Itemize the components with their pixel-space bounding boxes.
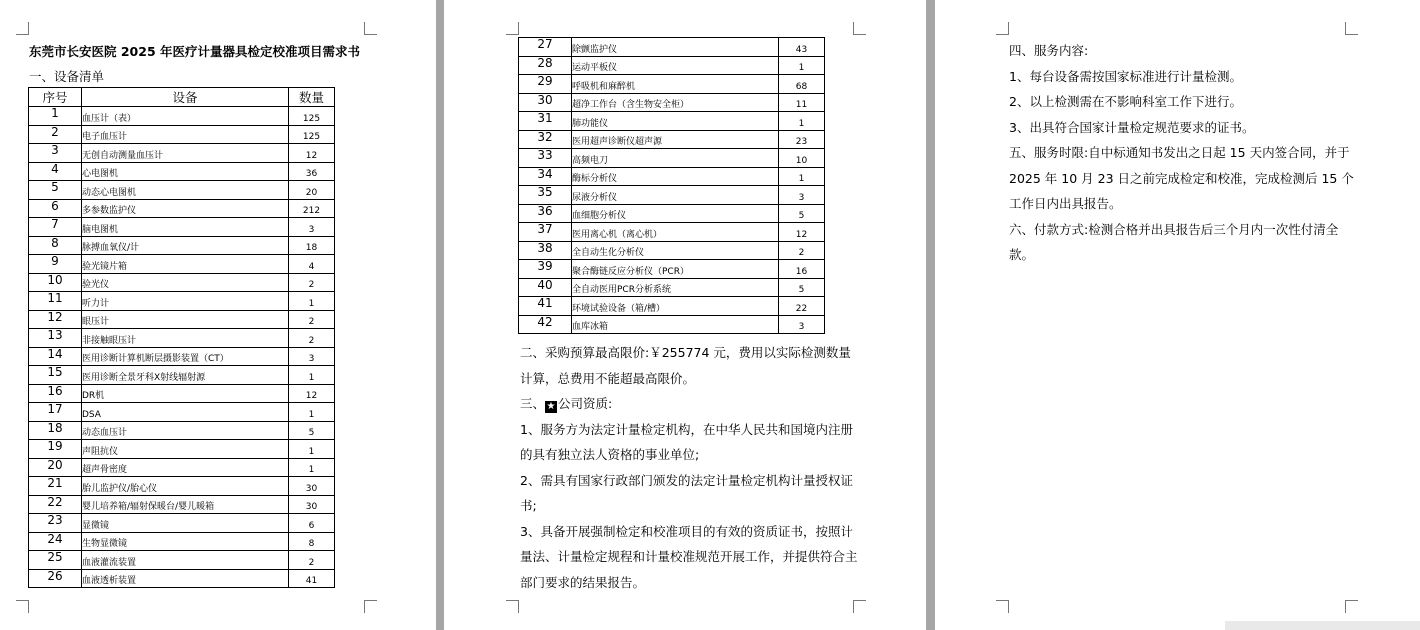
row-device-name: 肺功能仪 (572, 112, 779, 131)
table-row (29, 440, 335, 459)
table-row (29, 569, 335, 588)
row-qty: 2 (289, 310, 335, 329)
table-row (29, 218, 335, 237)
row-seq: 36 (519, 204, 572, 223)
row-seq: 9 (29, 255, 82, 274)
status-strip (1225, 621, 1420, 630)
crop-mark (16, 600, 29, 613)
paragraph-payment: 六、付款方式:检测合格并出具报告后三个月内一次性付清全款。 (1009, 221, 1339, 262)
row-qty: 2 (289, 551, 335, 570)
row-qty: 18 (289, 236, 335, 255)
row-seq: 5 (29, 181, 82, 200)
row-seq: 41 (519, 297, 572, 316)
equipment-table-part-1 (28, 87, 335, 588)
row-device-name: 胎儿监护仪/胎心仪 (82, 477, 289, 496)
row-device-name: 超净工作台（含生物安全柜） (572, 93, 779, 112)
row-seq: 16 (29, 384, 82, 403)
crop-mark (853, 600, 866, 613)
crop-mark (364, 600, 377, 613)
table-row (29, 310, 335, 329)
row-device-name: 超声骨密度 (82, 458, 289, 477)
row-qty: 16 (779, 260, 825, 279)
row-qty: 125 (289, 107, 335, 126)
table-row (519, 149, 825, 168)
table-row (519, 56, 825, 75)
row-device-name: 呼吸机和麻醉机 (572, 75, 779, 94)
row-seq: 12 (29, 310, 82, 329)
section-heading-equipment-list: 一、设备清单 (29, 69, 105, 84)
row-seq: 25 (29, 551, 82, 570)
table-row (519, 38, 825, 57)
row-seq: 11 (29, 292, 82, 311)
paragraph-qualification-1: 1、服务方为法定计量检定机构，在中华人民共和国境内注册的具有独立法人资格的事业单位; (520, 421, 853, 462)
row-device-name: 血细胞分析仪 (572, 204, 779, 223)
table-row (519, 93, 825, 112)
table-row (29, 384, 335, 403)
row-device-name: 尿液分析仪 (572, 186, 779, 205)
row-qty: 1 (289, 458, 335, 477)
row-seq: 34 (519, 167, 572, 186)
row-seq: 33 (519, 149, 572, 168)
row-seq: 29 (519, 75, 572, 94)
row-qty: 1 (779, 112, 825, 131)
paragraph-qualification-heading: 三、 ★ 公司资质: (520, 396, 613, 412)
row-qty: 1 (779, 167, 825, 186)
row-qty: 1 (289, 403, 335, 422)
paragraph-qualification-3: 3、具备开展强制检定和校准项目的有效的资质证书，按照计量法、计量检定规程和计量校准规范开展工作，并提供符合主部门要求的结果报告。 (520, 523, 858, 590)
row-device-name: 验光镜片箱 (82, 255, 289, 274)
row-qty: 30 (289, 477, 335, 496)
row-device-name: 声阻抗仪 (82, 440, 289, 459)
table-row (519, 297, 825, 316)
crop-mark (506, 22, 519, 35)
paragraph-service-1: 1、每台设备需按国家标准进行计量检测。 (1009, 68, 1242, 84)
procurement-and-qualification-text (520, 340, 860, 595)
row-qty: 4 (289, 255, 335, 274)
header-qty: 数量 (289, 88, 335, 107)
row-qty: 30 (289, 495, 335, 514)
row-qty: 212 (289, 199, 335, 218)
paragraph-service-2: 2、以上检测需在不影响科室工作下进行。 (1009, 94, 1242, 109)
row-device-name: 医用诊断全景牙科X射线辐射源 (82, 366, 289, 385)
header-seq: 序号 (29, 88, 82, 107)
table-row (519, 204, 825, 223)
crop-mark (996, 22, 1009, 35)
paragraph-service-3: 3、出具符合国家计量检定规范要求的证书。 (1009, 119, 1255, 135)
row-seq: 1 (29, 107, 82, 126)
row-qty: 6 (289, 514, 335, 533)
table-row (29, 273, 335, 292)
row-seq: 21 (29, 477, 82, 496)
crop-mark (853, 22, 866, 35)
row-device-name: 高频电刀 (572, 149, 779, 168)
table-row (29, 255, 335, 274)
row-device-name: 脑电图机 (82, 218, 289, 237)
table-row (29, 292, 335, 311)
row-device-name: 显微镜 (82, 514, 289, 533)
row-device-name: 非接触眼压计 (82, 329, 289, 348)
row-qty: 41 (289, 569, 335, 588)
row-seq: 28 (519, 56, 572, 75)
row-qty: 5 (779, 204, 825, 223)
crop-mark (16, 22, 29, 35)
row-seq: 32 (519, 130, 572, 149)
row-seq: 4 (29, 162, 82, 181)
row-seq: 7 (29, 218, 82, 237)
row-qty: 3 (779, 186, 825, 205)
row-seq: 15 (29, 366, 82, 385)
row-qty: 3 (779, 315, 825, 334)
row-seq: 24 (29, 532, 82, 551)
table-row (29, 144, 335, 163)
row-device-name: 除颤监护仪 (572, 38, 779, 57)
table-row (29, 532, 335, 551)
table-row (519, 260, 825, 279)
row-seq: 19 (29, 440, 82, 459)
row-qty: 8 (289, 532, 335, 551)
row-seq: 22 (29, 495, 82, 514)
row-seq: 39 (519, 260, 572, 279)
row-qty: 20 (289, 181, 335, 200)
row-qty: 36 (289, 162, 335, 181)
paragraph-service-deadline: 五、服务时限:自中标通知书发出之日起 15 天内签合同，并于 2025 年 10 月 23 日之前完成检定和校准，完成检测后 15 个工作日内出具报告。 (1009, 145, 1354, 211)
row-qty: 1 (289, 366, 335, 385)
table-row (29, 514, 335, 533)
row-seq: 17 (29, 403, 82, 422)
row-seq: 2 (29, 125, 82, 144)
table-row (519, 75, 825, 94)
row-device-name: 眼压计 (82, 310, 289, 329)
table-row (29, 199, 335, 218)
row-qty: 2 (779, 241, 825, 260)
table-row (29, 458, 335, 477)
row-device-name: 验光仪 (82, 273, 289, 292)
table-row (29, 125, 335, 144)
row-seq: 30 (519, 93, 572, 112)
paragraph-budget: 二、采购预算最高限价:￥255774 元，费用以实际检测数量计算，总费用不能超最高限价。 (520, 345, 851, 386)
row-qty: 5 (779, 278, 825, 297)
row-device-name: 生物显微镜 (82, 532, 289, 551)
table-header-row (29, 88, 335, 107)
row-device-name: 动态心电图机 (82, 181, 289, 200)
row-seq: 35 (519, 186, 572, 205)
row-device-name: 脉搏血氧仪/计 (82, 236, 289, 255)
table-row (29, 236, 335, 255)
table-row (519, 241, 825, 260)
row-seq: 13 (29, 329, 82, 348)
row-qty: 43 (779, 38, 825, 57)
paragraph-qualification-2: 2、需具有国家行政部门颁发的法定计量检定机构计量授权证书; (520, 472, 853, 513)
row-device-name: 血压计（表） (82, 107, 289, 126)
row-device-name: 血液透析装置 (82, 569, 289, 588)
row-qty: 23 (779, 130, 825, 149)
row-device-name: 婴儿培养箱/辐射保暖台/婴儿暖箱 (82, 495, 289, 514)
table-row (519, 186, 825, 205)
row-device-name: 动态血压计 (82, 421, 289, 440)
row-device-name: 血库冰箱 (572, 315, 779, 334)
row-device-name: 听力计 (82, 292, 289, 311)
row-device-name: DR机 (82, 384, 289, 403)
row-qty: 2 (289, 329, 335, 348)
row-device-name: 心电图机 (82, 162, 289, 181)
equipment-table-part-2 (518, 37, 825, 334)
row-qty: 5 (289, 421, 335, 440)
table-row (29, 329, 335, 348)
row-device-name: 全自动医用PCR分析系统 (572, 278, 779, 297)
row-qty: 12 (779, 223, 825, 242)
header-device: 设备 (82, 88, 289, 107)
service-terms-text (1009, 38, 1354, 268)
row-qty: 12 (289, 144, 335, 163)
table-row (29, 421, 335, 440)
crop-mark (364, 22, 377, 35)
document-title: 东莞市长安医院 2025 年医疗计量器具检定校准项目需求书 (29, 44, 360, 59)
row-seq: 18 (29, 421, 82, 440)
row-seq: 3 (29, 144, 82, 163)
row-device-name: 医用超声诊断仪超声源 (572, 130, 779, 149)
row-qty: 22 (779, 297, 825, 316)
row-device-name: 环境试验设备（箱/槽） (572, 297, 779, 316)
row-device-name: 电子血压计 (82, 125, 289, 144)
row-seq: 6 (29, 199, 82, 218)
row-device-name: 无创自动测量血压计 (82, 144, 289, 163)
row-qty: 3 (289, 218, 335, 237)
table-row (29, 403, 335, 422)
paragraph-service-content: 四、服务内容: (1009, 43, 1089, 58)
row-seq: 14 (29, 347, 82, 366)
row-seq: 10 (29, 273, 82, 292)
crop-mark (1345, 600, 1358, 613)
table-row (29, 366, 335, 385)
table-row (519, 130, 825, 149)
row-qty: 1 (289, 292, 335, 311)
row-qty: 125 (289, 125, 335, 144)
row-seq: 42 (519, 315, 572, 334)
row-qty: 2 (289, 273, 335, 292)
star-icon: ★ (546, 401, 556, 412)
table-row (29, 495, 335, 514)
row-qty: 1 (779, 56, 825, 75)
row-qty: 10 (779, 149, 825, 168)
crop-mark (996, 600, 1009, 613)
row-qty: 3 (289, 347, 335, 366)
row-seq: 23 (29, 514, 82, 533)
table-row (29, 181, 335, 200)
table-row (519, 112, 825, 131)
row-seq: 38 (519, 241, 572, 260)
row-seq: 20 (29, 458, 82, 477)
table-row (29, 551, 335, 570)
table-row (29, 107, 335, 126)
row-seq: 8 (29, 236, 82, 255)
row-seq: 37 (519, 223, 572, 242)
table-row (519, 278, 825, 297)
row-qty: 1 (289, 440, 335, 459)
row-seq: 26 (29, 569, 82, 588)
row-device-name: 血液灌流装置 (82, 551, 289, 570)
row-device-name: 运动平板仪 (572, 56, 779, 75)
row-seq: 40 (519, 278, 572, 297)
table-row (519, 223, 825, 242)
row-device-name: 医用诊断计算机断层摄影装置（CT） (82, 347, 289, 366)
row-qty: 11 (779, 93, 825, 112)
crop-mark (506, 600, 519, 613)
row-qty: 12 (289, 384, 335, 403)
row-qty: 68 (779, 75, 825, 94)
table-row (29, 162, 335, 181)
table-row (29, 347, 335, 366)
row-device-name: DSA (82, 403, 289, 422)
row-device-name: 酶标分析仪 (572, 167, 779, 186)
row-device-name: 医用离心机（离心机） (572, 223, 779, 242)
crop-mark (1345, 22, 1358, 35)
row-device-name: 全自动生化分析仪 (572, 241, 779, 260)
row-device-name: 聚合酶链反应分析仪（PCR） (572, 260, 779, 279)
row-device-name: 多参数监护仪 (82, 199, 289, 218)
table-row (519, 167, 825, 186)
row-seq: 27 (519, 38, 572, 57)
row-seq: 31 (519, 112, 572, 131)
table-row (29, 477, 335, 496)
table-row (519, 315, 825, 334)
